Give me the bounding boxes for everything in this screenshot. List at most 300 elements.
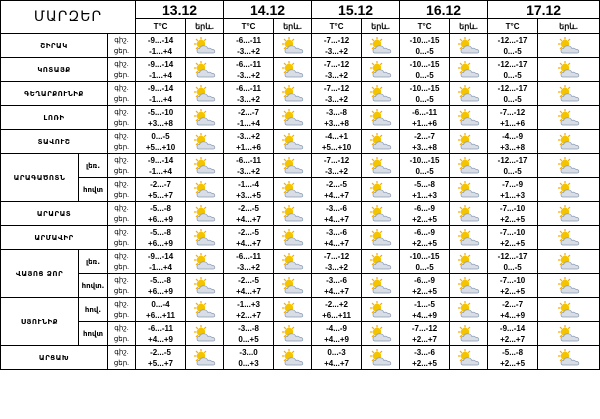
partly-cloudy-icon — [280, 324, 306, 344]
night-temperature: -1...-4 — [238, 179, 259, 189]
weather-cell — [538, 322, 600, 346]
partly-cloudy-icon — [192, 180, 218, 200]
temperature-cell — [488, 82, 538, 106]
sky-header: երև. — [362, 19, 400, 34]
night-temperature: -6...-11 — [412, 107, 438, 117]
day-label: ցեր. — [113, 215, 130, 223]
temperature-cell — [136, 82, 186, 106]
day-label: ցեր. — [113, 335, 130, 343]
day-label: ցեր. — [113, 191, 130, 199]
partly-cloudy-icon — [368, 252, 394, 272]
temperature-cell — [136, 106, 186, 130]
temperature-cell — [224, 274, 274, 298]
night-temperature: -2...-7 — [238, 107, 259, 117]
day-temperature: +4...+7 — [324, 358, 349, 368]
weather-cell — [450, 298, 488, 322]
region-row — [1, 202, 600, 226]
time-of-day-cell — [108, 298, 136, 322]
day-temperature: 0...-5 — [415, 94, 434, 104]
temperature-cell — [312, 202, 362, 226]
partly-cloudy-icon — [456, 276, 482, 296]
temperature-cell — [312, 58, 362, 82]
region-row — [1, 250, 600, 274]
weather-cell — [186, 82, 224, 106]
night-temperature: -12...-17 — [497, 59, 528, 69]
day-label: ցեր. — [113, 119, 130, 127]
date-header: 13.12 — [136, 1, 224, 19]
partly-cloudy-icon — [456, 60, 482, 80]
partly-cloudy-icon — [456, 180, 482, 200]
temperature-cell — [488, 250, 538, 274]
region-row — [1, 274, 600, 298]
night-label: գիշ. — [114, 228, 129, 236]
day-temperature: 0...-5 — [415, 70, 434, 80]
weather-cell — [274, 250, 312, 274]
day-temperature: +1...+6 — [236, 142, 261, 152]
region-row — [1, 34, 600, 58]
temperature-cell — [136, 202, 186, 226]
partly-cloudy-icon — [192, 132, 218, 152]
partly-cloudy-icon — [368, 204, 394, 224]
weather-cell — [538, 58, 600, 82]
weather-cell — [450, 106, 488, 130]
temperature-cell — [136, 346, 186, 370]
night-label: գիշ. — [114, 36, 129, 44]
partly-cloudy-icon — [368, 156, 394, 176]
night-temperature: -9...-14 — [147, 35, 174, 45]
night-temperature: -2...-5 — [238, 275, 259, 285]
region-name: ԱՐԱՐԱՏ — [1, 202, 108, 226]
weather-cell — [362, 274, 400, 298]
day-temperature: +6...+9 — [148, 286, 173, 296]
weather-cell — [362, 58, 400, 82]
temperature-cell — [224, 82, 274, 106]
day-temperature: +2...+7 — [412, 334, 438, 344]
night-temperature: -12...-17 — [497, 83, 528, 93]
weather-cell — [362, 154, 400, 178]
date-header: 17.12 — [488, 1, 600, 19]
temperature-header: T°C — [400, 19, 450, 34]
temperature-cell — [400, 178, 450, 202]
temperature-cell — [488, 58, 538, 82]
time-of-day-cell — [108, 154, 136, 178]
temperature-cell — [136, 322, 186, 346]
temperature-cell — [488, 346, 538, 370]
partly-cloudy-icon — [556, 228, 582, 248]
partly-cloudy-icon — [368, 132, 394, 152]
day-temperature: +6...+11 — [146, 310, 175, 320]
region-row — [1, 154, 600, 178]
night-temperature: -5...-8 — [414, 179, 436, 189]
night-temperature: -3...0 — [239, 347, 258, 357]
night-temperature: -7...-10 — [499, 227, 526, 237]
weather-cell — [362, 34, 400, 58]
region-name: ՏԱՎՈՒՇ — [1, 130, 108, 154]
region-row — [1, 82, 600, 106]
weather-cell — [274, 130, 312, 154]
weather-cell — [362, 346, 400, 370]
weather-cell — [362, 298, 400, 322]
partly-cloudy-icon — [280, 60, 306, 80]
day-temperature: +2...+5 — [500, 214, 526, 224]
temperature-cell — [224, 106, 274, 130]
night-temperature: -2...-5 — [150, 347, 171, 357]
night-temperature: -9...-14 — [147, 155, 174, 165]
temperature-cell — [224, 34, 274, 58]
region-name: ԱՐՄԱՎԻՐ — [1, 226, 108, 250]
night-temperature: -7...-10 — [499, 203, 526, 213]
partly-cloudy-icon — [192, 84, 218, 104]
partly-cloudy-icon — [192, 252, 218, 272]
day-temperature: -3...+2 — [237, 166, 260, 176]
temperature-cell — [488, 154, 538, 178]
time-of-day-cell — [108, 82, 136, 106]
partly-cloudy-icon — [368, 108, 394, 128]
day-temperature: 0...-5 — [503, 262, 522, 272]
weather-cell — [538, 82, 600, 106]
partly-cloudy-icon — [368, 300, 394, 320]
temperature-cell — [312, 34, 362, 58]
partly-cloudy-icon — [556, 132, 582, 152]
day-temperature: +6...+9 — [148, 238, 173, 248]
temperature-cell — [136, 178, 186, 202]
night-label: գիշ. — [114, 180, 129, 188]
temperature-cell — [224, 298, 274, 322]
region-name: ՎԱՅՈՑ ՁՈՐ — [1, 250, 79, 298]
day-temperature: +3...+8 — [324, 118, 349, 128]
temperature-cell — [488, 106, 538, 130]
partly-cloudy-icon — [280, 156, 306, 176]
partly-cloudy-icon — [556, 36, 582, 56]
partly-cloudy-icon — [456, 108, 482, 128]
night-temperature: -9...-14 — [147, 83, 174, 93]
time-of-day-cell — [108, 250, 136, 274]
day-temperature: -1...+4 — [149, 166, 172, 176]
weather-cell — [274, 154, 312, 178]
night-label: գիշ. — [114, 204, 129, 212]
time-of-day-cell — [108, 322, 136, 346]
temperature-cell — [312, 298, 362, 322]
weather-cell — [274, 298, 312, 322]
partly-cloudy-icon — [192, 228, 218, 248]
day-temperature: +1...+3 — [412, 190, 438, 200]
night-label: գիշ. — [114, 348, 129, 356]
temperature-cell — [312, 226, 362, 250]
region-row — [1, 298, 600, 322]
night-temperature: -2...-7 — [150, 179, 171, 189]
date-header: 16.12 — [400, 1, 488, 19]
temperature-cell — [312, 322, 362, 346]
partly-cloudy-icon — [368, 228, 394, 248]
day-temperature: -1...+4 — [149, 94, 172, 104]
partly-cloudy-icon — [368, 60, 394, 80]
night-temperature: -9...-14 — [499, 323, 526, 333]
day-temperature: -3...+2 — [237, 46, 260, 56]
day-temperature: -3...+2 — [325, 94, 348, 104]
day-temperature: +6...+9 — [148, 214, 173, 224]
day-temperature: +2...+5 — [500, 286, 526, 296]
weather-cell — [362, 178, 400, 202]
partly-cloudy-icon — [456, 252, 482, 272]
temperature-cell — [488, 130, 538, 154]
partly-cloudy-icon — [192, 60, 218, 80]
subregion-name: հովտ. — [79, 274, 108, 298]
night-label: գիշ. — [114, 108, 129, 116]
night-temperature: -6...-9 — [414, 203, 436, 213]
partly-cloudy-icon — [456, 132, 482, 152]
night-temperature: -2...-5 — [238, 227, 259, 237]
night-label: գիշ. — [114, 84, 129, 92]
time-of-day-cell — [108, 202, 136, 226]
temperature-cell — [136, 154, 186, 178]
partly-cloudy-icon — [280, 204, 306, 224]
night-temperature: -1...+3 — [237, 299, 260, 309]
day-temperature: +4...+9 — [324, 334, 349, 344]
weather-cell — [538, 106, 600, 130]
temperature-cell — [488, 298, 538, 322]
partly-cloudy-icon — [556, 108, 582, 128]
partly-cloudy-icon — [368, 180, 394, 200]
weather-cell — [186, 130, 224, 154]
partly-cloudy-icon — [368, 276, 394, 296]
partly-cloudy-icon — [556, 180, 582, 200]
night-temperature: -3...-6 — [414, 347, 436, 357]
day-temperature: +3...+8 — [148, 118, 173, 128]
weather-cell — [362, 202, 400, 226]
day-label: ցեր. — [113, 239, 130, 247]
partly-cloudy-icon — [192, 300, 218, 320]
subregion-name: հովտ — [79, 178, 108, 202]
temperature-cell — [400, 346, 450, 370]
temperature-cell — [312, 274, 362, 298]
day-temperature: +2...+5 — [412, 214, 438, 224]
day-label: ցեր. — [113, 167, 130, 175]
day-label: ցեր. — [113, 359, 130, 367]
night-temperature: -12...-17 — [497, 155, 528, 165]
temperature-cell — [312, 154, 362, 178]
night-temperature: -7...-12 — [323, 35, 350, 45]
sky-header: երև. — [274, 19, 312, 34]
night-temperature: -10...-15 — [409, 35, 440, 45]
partly-cloudy-icon — [192, 324, 218, 344]
day-temperature: 0...-5 — [415, 262, 434, 272]
region-row — [1, 178, 600, 202]
weather-cell — [450, 202, 488, 226]
partly-cloudy-icon — [456, 204, 482, 224]
region-row — [1, 58, 600, 82]
partly-cloudy-icon — [280, 36, 306, 56]
day-temperature: +2...+7 — [236, 310, 261, 320]
day-temperature: 0...-5 — [503, 166, 522, 176]
day-temperature: 0...-5 — [503, 46, 522, 56]
temperature-header: T°C — [488, 19, 538, 34]
partly-cloudy-icon — [280, 84, 306, 104]
weather-cell — [538, 226, 600, 250]
partly-cloudy-icon — [556, 60, 582, 80]
night-temperature: -5...-8 — [150, 227, 171, 237]
night-temperature: -6...-9 — [414, 275, 436, 285]
day-temperature: +1...+6 — [412, 118, 438, 128]
weather-cell — [362, 130, 400, 154]
weather-cell — [450, 178, 488, 202]
subregion-name: հովտ — [79, 322, 108, 346]
day-temperature: +1...+3 — [500, 190, 526, 200]
weather-cell — [450, 250, 488, 274]
day-temperature: +2...+5 — [500, 238, 526, 248]
temperature-cell — [312, 346, 362, 370]
weather-cell — [362, 322, 400, 346]
partly-cloudy-icon — [192, 36, 218, 56]
night-temperature: -2...+2 — [325, 299, 348, 309]
temperature-cell — [224, 226, 274, 250]
day-temperature: -3...+2 — [325, 166, 348, 176]
night-temperature: -7...-12 — [411, 323, 438, 333]
partly-cloudy-icon — [280, 228, 306, 248]
region-column-header: ՄԱՐԶԵՐ — [1, 1, 136, 34]
temperature-cell — [400, 82, 450, 106]
temperature-cell — [488, 178, 538, 202]
temperature-cell — [136, 130, 186, 154]
temperature-cell — [488, 226, 538, 250]
partly-cloudy-icon — [368, 36, 394, 56]
night-label: գիշ. — [114, 132, 129, 140]
weather-cell — [186, 202, 224, 226]
temperature-cell — [136, 226, 186, 250]
night-temperature: -5...-8 — [150, 275, 171, 285]
day-temperature: 0...-5 — [503, 70, 522, 80]
weather-cell — [274, 106, 312, 130]
weather-cell — [186, 106, 224, 130]
night-temperature: -3...+2 — [237, 131, 260, 141]
day-temperature: +6...+11 — [322, 310, 351, 320]
partly-cloudy-icon — [556, 300, 582, 320]
night-temperature: -3...-6 — [326, 275, 347, 285]
day-temperature: +4...+7 — [236, 214, 261, 224]
temperature-cell — [400, 154, 450, 178]
weather-cell — [274, 34, 312, 58]
weather-cell — [274, 274, 312, 298]
day-temperature: -3...+2 — [237, 262, 260, 272]
day-temperature: +4...+7 — [324, 286, 349, 296]
partly-cloudy-icon — [556, 156, 582, 176]
day-temperature: +2...+7 — [500, 334, 526, 344]
partly-cloudy-icon — [456, 36, 482, 56]
day-temperature: 0...+3 — [238, 358, 259, 368]
night-label: գիշ. — [114, 60, 129, 68]
day-label: ցեր. — [113, 71, 130, 79]
night-temperature: 0...-5 — [151, 131, 170, 141]
sky-header: երև. — [186, 19, 224, 34]
region-name: ԿՈՏԱՅՔ — [1, 58, 108, 82]
night-temperature: -6...-9 — [414, 227, 436, 237]
partly-cloudy-icon — [556, 348, 582, 368]
temperature-cell — [224, 322, 274, 346]
night-label: գիշ. — [114, 252, 129, 260]
partly-cloudy-icon — [280, 348, 306, 368]
day-temperature: +4...+7 — [324, 238, 349, 248]
day-temperature: +4...+9 — [500, 310, 526, 320]
sky-header: երև. — [538, 19, 600, 34]
weather-cell — [362, 106, 400, 130]
day-temperature: -3...+2 — [237, 70, 260, 80]
day-label: ցեր. — [113, 143, 130, 151]
weather-cell — [274, 346, 312, 370]
day-temperature: -1...+4 — [149, 262, 172, 272]
weather-cell — [538, 154, 600, 178]
night-temperature: -7...-12 — [323, 83, 350, 93]
partly-cloudy-icon — [556, 252, 582, 272]
weather-cell — [450, 346, 488, 370]
weather-cell — [186, 250, 224, 274]
region-row — [1, 226, 600, 250]
weather-cell — [362, 82, 400, 106]
temperature-cell — [312, 106, 362, 130]
weather-cell — [450, 154, 488, 178]
weather-cell — [186, 322, 224, 346]
weather-cell — [186, 274, 224, 298]
night-temperature: -5...-8 — [502, 347, 524, 357]
region-name: ԼՈՌԻ — [1, 106, 108, 130]
night-temperature: -4...-9 — [502, 131, 524, 141]
weather-cell — [362, 226, 400, 250]
partly-cloudy-icon — [556, 204, 582, 224]
day-temperature: +4...+9 — [148, 334, 173, 344]
temperature-cell — [224, 154, 274, 178]
night-label: գիշ. — [114, 300, 129, 308]
temperature-cell — [312, 250, 362, 274]
day-temperature: 0...+5 — [238, 334, 259, 344]
day-temperature: -1...+4 — [149, 70, 172, 80]
weather-cell — [538, 250, 600, 274]
day-temperature: +3...+8 — [500, 142, 526, 152]
region-name: ՍՅՈՒՆԻՔ — [1, 298, 79, 346]
temperature-cell — [224, 250, 274, 274]
region-name: ՇԻՐԱԿ — [1, 34, 108, 58]
temperature-cell — [312, 82, 362, 106]
night-temperature: -7...-12 — [323, 59, 350, 69]
weather-cell — [538, 274, 600, 298]
day-temperature: +1...+6 — [500, 118, 526, 128]
night-temperature: -7...-12 — [499, 107, 526, 117]
partly-cloudy-icon — [280, 252, 306, 272]
day-label: ցեր. — [113, 311, 130, 319]
temperature-cell — [136, 250, 186, 274]
day-label: ցեր. — [113, 95, 130, 103]
weather-cell — [274, 226, 312, 250]
night-temperature: -2...-5 — [238, 203, 259, 213]
date-header: 14.12 — [224, 1, 312, 19]
night-temperature: -2...-7 — [414, 131, 436, 141]
weather-cell — [538, 34, 600, 58]
day-temperature: -1...+4 — [237, 118, 260, 128]
temperature-cell — [400, 130, 450, 154]
time-of-day-cell — [108, 106, 136, 130]
partly-cloudy-icon — [456, 348, 482, 368]
weather-cell — [538, 130, 600, 154]
night-temperature: -7...-12 — [323, 155, 350, 165]
weather-cell — [538, 346, 600, 370]
partly-cloudy-icon — [556, 276, 582, 296]
partly-cloudy-icon — [280, 276, 306, 296]
time-of-day-cell — [108, 346, 136, 370]
day-temperature: +4...+7 — [236, 238, 261, 248]
time-of-day-cell — [108, 58, 136, 82]
day-temperature: -3...+2 — [325, 46, 348, 56]
time-of-day-cell — [108, 178, 136, 202]
region-row — [1, 322, 600, 346]
partly-cloudy-icon — [280, 132, 306, 152]
temperature-cell — [136, 274, 186, 298]
